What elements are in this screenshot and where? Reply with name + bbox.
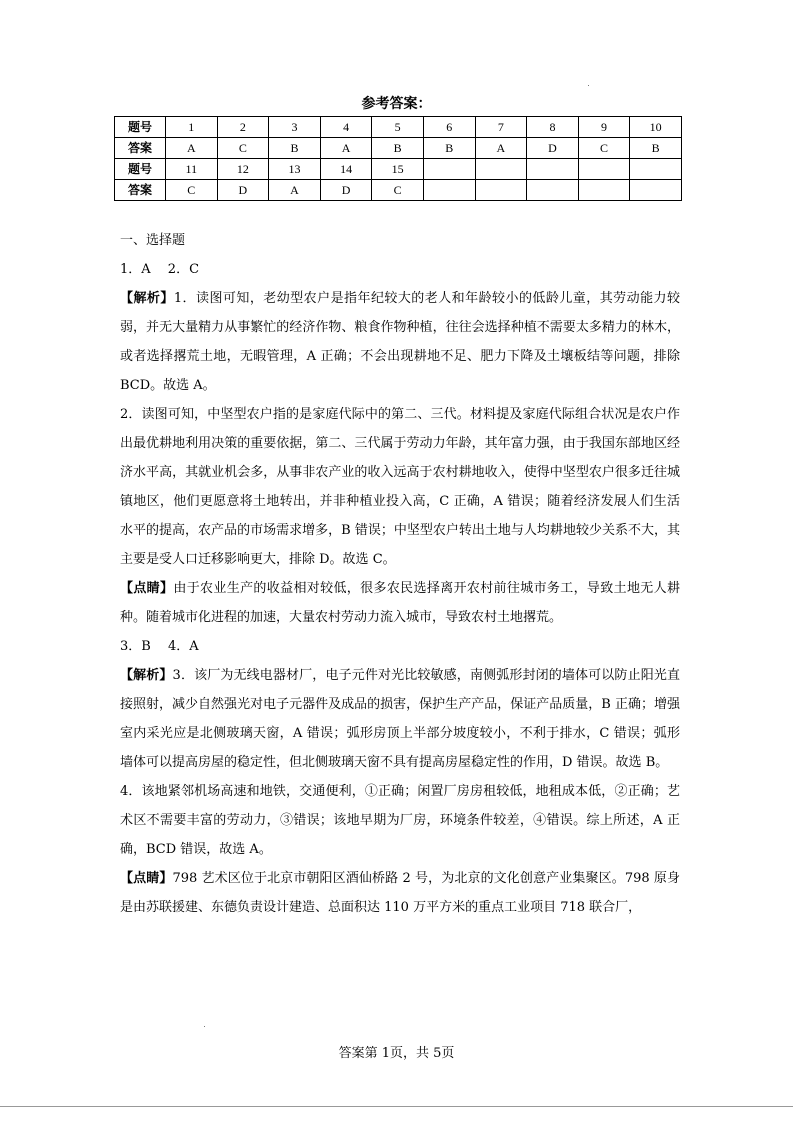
table-cell: B (630, 138, 682, 159)
table-cell: 2 (217, 117, 269, 138)
answer-paragraph (120, 661, 680, 777)
scan-dot (588, 85, 589, 86)
table-cell: 3 (269, 117, 321, 138)
table-cell: 14 (320, 159, 372, 180)
table-cell: B (372, 138, 424, 159)
table-cell: B (269, 138, 321, 159)
table-cell: A (269, 180, 321, 201)
table-cell: D (527, 138, 579, 159)
table-cell: 9 (578, 117, 630, 138)
table-cell: A (475, 138, 527, 159)
paragraph-tag: 【解析】 (120, 291, 174, 306)
row-label: 答案 (115, 180, 166, 201)
table-answer-row (115, 138, 682, 159)
table-cell: 4 (320, 117, 372, 138)
table-number-row (115, 117, 682, 138)
paragraph-text: 由于农业生产的收益相对较低，很多农民选择离开农村前往城市务工，导致土地无人耕种。随着城市化进程的加速，大量农村劳动力流入城市，导致农村土地撂荒。 (120, 581, 680, 625)
table-cell: 5 (372, 117, 424, 138)
table-cell (475, 159, 527, 180)
table-cell (527, 180, 579, 201)
table-cell: C (578, 138, 630, 159)
answer-paragraph (120, 864, 680, 922)
table-cell: 6 (423, 117, 475, 138)
table-cell: A (166, 138, 218, 159)
paragraph-text: 4．该地紧邻机场高速和地铁，交通便利，①正确；闲置厂房房租较低，地租成本低，②正确；艺术区不需要丰富的劳动力，③错误；该地早期为厂房，环境条件较差，④错误。综上所述，A 正确，BCD 错误，故选 A。 (120, 784, 680, 857)
table-cell (423, 159, 475, 180)
paragraph-text: 2．读图可知，中坚型农户指的是家庭代际中的第二、三代。材料提及家庭代际组合状况是农户作出最优耕地利用决策的重要依据，第二、三代属于劳动力年龄，其年富力强，由于我国东部地区经济水平高，其就业机会多，从事非农产业的收入远高于农村耕地收入，使得中坚型农户很多迁往城镇地区，他们更愿意将土地转出，并非种植业投入高，C 正确，A 错误；随着经济发展人们生活水平的提高，农产品的市场需求增多，B 错误；中坚型农户转出土地与人均耕地较少关系不大，其主要是受人口迁移影响更大，排除 D。故选 C。 (120, 407, 680, 567)
paragraph-tag: 【解析】 (120, 668, 173, 683)
page-bottom-rule (0, 1106, 793, 1107)
table-cell: C (166, 180, 218, 201)
row-label: 题号 (115, 159, 166, 180)
paragraph-text: 3．B 4．A (120, 639, 199, 654)
table-cell: 12 (217, 159, 269, 180)
table-cell (423, 180, 475, 201)
table-cell (578, 159, 630, 180)
paragraph-text: 1．A 2．C (120, 262, 200, 277)
answer-paragraph (120, 777, 680, 864)
table-cell: D (217, 180, 269, 201)
table-cell: C (372, 180, 424, 201)
answer-paragraph (120, 632, 680, 661)
page-footer: 答案第 1页，共 5页 (338, 1046, 455, 1061)
table-answer-row (115, 180, 682, 201)
paragraph-text: 798 艺术区位于北京市朝阳区酒仙桥路 2 号，为北京的文化创意产业集聚区。798 原身是由苏联援建、东德负责设计建造、总面积达 110 万平方米的重点工业项目 718 联合厂， (120, 871, 680, 915)
table-cell: A (320, 138, 372, 159)
section-heading: 一、选择题 (120, 233, 186, 248)
table-cell: 10 (630, 117, 682, 138)
answer-paragraph (120, 400, 680, 574)
paragraph-text: 1．读图可知，老幼型农户是指年纪较大的老人和年龄较小的低龄儿童，其劳动能力较弱，并无大量精力从事繁忙的经济作物、粮食作物种植，往往会选择种植不需要太多精力的林木，或者选择撂荒土地，无暇管理，A 正确；不会出现耕地不足、肥力下降及土壤板结等问题，排除 BCD。故选 A。 (120, 291, 680, 393)
paragraph-tag: 【点睛】 (120, 581, 174, 596)
table-cell: C (217, 138, 269, 159)
paragraph-text: 3．该厂为无线电器材厂，电子元件对光比较敏感，南侧弧形封闭的墙体可以防止阳光直接照射，减少自然强光对电子元器件及成品的损害，保护生产产品，保证产品质量，B 正确；增强室内采光应是北侧玻璃天窗，A 错误；弧形房顶上半部分坡度较小，不利于排水，C 错误；弧形墙体可以提高房屋的稳定性，但北侧玻璃天窗不具有提高房屋稳定性的作用，D 错误。故选 B。 (120, 668, 680, 770)
table-cell: 15 (372, 159, 424, 180)
table-cell: 11 (166, 159, 218, 180)
table-cell: B (423, 138, 475, 159)
answer-table (114, 116, 682, 201)
table-cell (475, 180, 527, 201)
table-cell (630, 180, 682, 201)
table-cell (578, 180, 630, 201)
table-number-row (115, 159, 682, 180)
row-label: 题号 (115, 117, 166, 138)
paragraph-tag: 【点睛】 (120, 871, 173, 886)
table-cell (527, 159, 579, 180)
scan-dot (204, 1026, 205, 1027)
table-cell: 8 (527, 117, 579, 138)
answer-paragraph (120, 284, 680, 400)
row-label: 答案 (115, 138, 166, 159)
answer-paragraph (120, 255, 680, 284)
table-cell: D (320, 180, 372, 201)
table-cell: 7 (475, 117, 527, 138)
page-title: 参考答案： (361, 96, 432, 112)
answer-explanations (120, 226, 680, 922)
table-cell: 1 (166, 117, 218, 138)
answer-paragraph (120, 574, 680, 632)
table-cell (630, 159, 682, 180)
table-cell: 13 (269, 159, 321, 180)
